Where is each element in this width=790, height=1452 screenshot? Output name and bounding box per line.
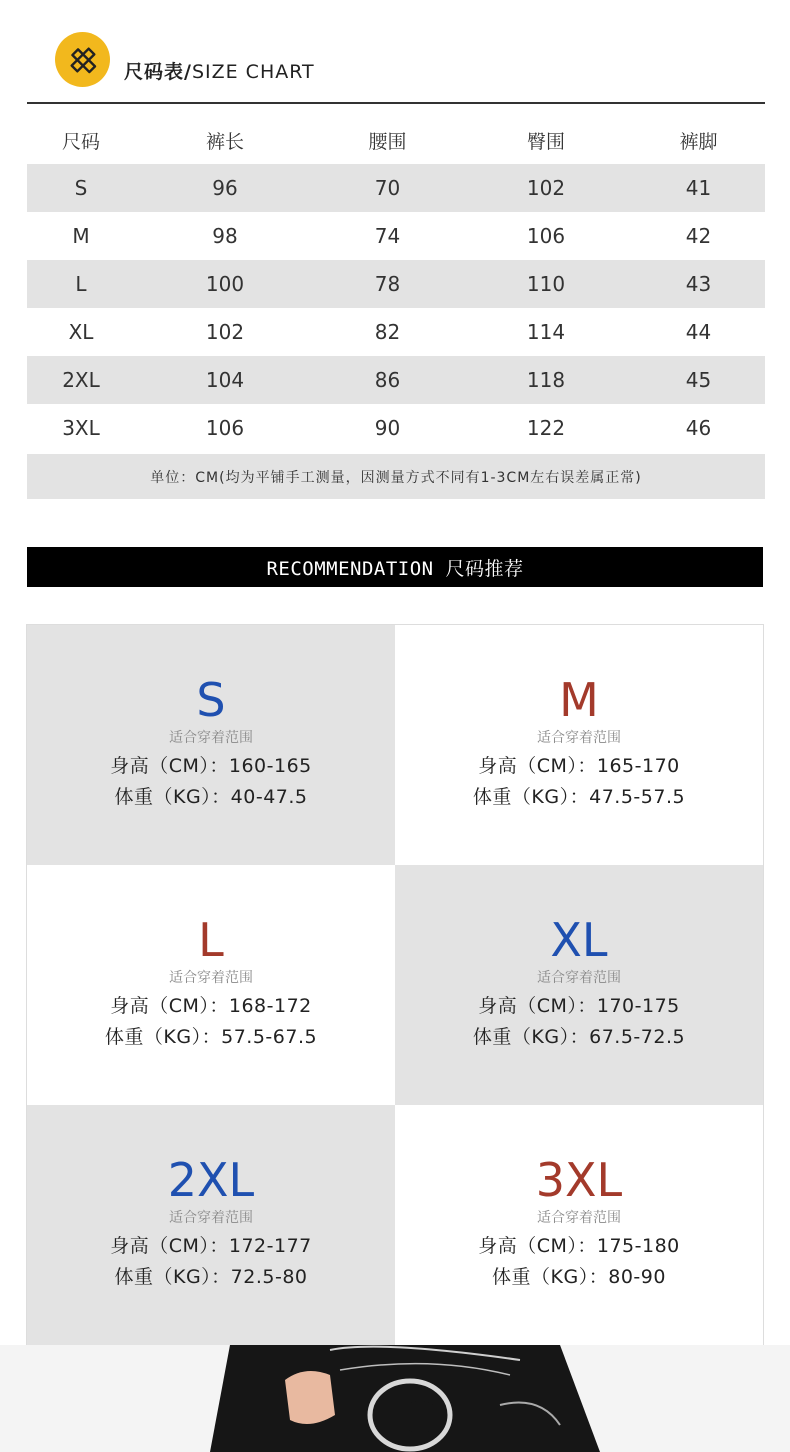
table-cell: 44 <box>685 320 712 344</box>
recommendation-grid <box>27 625 763 1345</box>
table-cell: 41 <box>685 176 712 200</box>
size-label: L <box>198 913 224 967</box>
recommendation-card-3xl <box>395 1105 763 1345</box>
recommendation-card-s <box>27 625 395 865</box>
size-chart-header <box>55 32 315 87</box>
height-range: 身高（CM）：168-172 <box>110 995 312 1017</box>
size-label: M <box>559 673 599 727</box>
table-cell: L <box>75 272 87 296</box>
title-en: SIZE CHART <box>191 61 315 83</box>
weight-range: 体重（KG）：72.5-80 <box>114 1266 308 1288</box>
recommendation-card-l <box>27 865 395 1105</box>
table-cell: 114 <box>526 320 566 344</box>
header-divider <box>27 102 765 104</box>
col-header-size: 尺码 <box>61 130 100 153</box>
fit-range-label: 适合穿着范围 <box>169 1210 253 1226</box>
height-range: 身高（CM）：160-165 <box>110 755 312 777</box>
recommendation-banner: RECOMMENDATION 尺码推荐 <box>27 547 763 587</box>
col-header-hem: 裤脚 <box>679 130 718 153</box>
weight-range: 体重（KG）：47.5-57.5 <box>472 786 686 808</box>
table-cell: 86 <box>374 368 401 392</box>
weight-range: 体重（KG）：67.5-72.5 <box>472 1026 686 1048</box>
table-cell: 122 <box>526 416 566 440</box>
table-cell: 70 <box>374 176 401 200</box>
table-cell: 100 <box>205 272 245 296</box>
table-cell: M <box>72 224 90 248</box>
size-label: 2XL <box>167 1153 255 1207</box>
fit-range-label: 适合穿着范围 <box>169 730 253 746</box>
recommendation-card-m <box>395 625 763 865</box>
height-range: 身高（CM）：175-180 <box>478 1235 680 1257</box>
title-cn: 尺码表/ <box>124 61 192 83</box>
table-cell: 106 <box>526 224 566 248</box>
table-cell: 110 <box>526 272 566 296</box>
col-header-hip: 臀围 <box>526 130 565 153</box>
table-cell: 43 <box>685 272 712 296</box>
height-range: 身高（CM）：170-175 <box>478 995 680 1017</box>
table-cell: 106 <box>205 416 245 440</box>
measurement-note: 单位：CM(均为平铺手工测量，因测量方式不同有1-3CM左右误差属正常) <box>27 454 765 499</box>
table-cell: XL <box>68 320 94 344</box>
table-cell: 46 <box>685 416 712 440</box>
table-row <box>27 260 765 308</box>
height-range: 身高（CM）：165-170 <box>478 755 680 777</box>
table-cell: 82 <box>374 320 401 344</box>
size-label: 3XL <box>535 1153 623 1207</box>
ruler-pencil-icon <box>55 32 110 87</box>
fit-range-label: 适合穿着范围 <box>537 730 621 746</box>
table-row <box>27 356 765 404</box>
size-table <box>27 116 765 452</box>
table-cell: 90 <box>374 416 401 440</box>
fit-range-label: 适合穿着范围 <box>537 970 621 986</box>
table-cell: 74 <box>374 224 401 248</box>
weight-range: 体重（KG）：57.5-67.5 <box>104 1026 318 1048</box>
table-row <box>27 164 765 212</box>
table-cell: 104 <box>205 368 245 392</box>
table-row <box>27 212 765 260</box>
recommendation-card-2xl <box>27 1105 395 1345</box>
size-label: S <box>196 673 226 727</box>
table-cell: 78 <box>374 272 401 296</box>
table-cell: 102 <box>526 176 566 200</box>
size-label: XL <box>550 913 608 967</box>
table-row <box>27 404 765 452</box>
table-cell: S <box>74 176 88 200</box>
page-title <box>124 57 315 84</box>
table-cell: 96 <box>212 176 238 200</box>
table-header-row <box>27 116 765 164</box>
fit-range-label: 适合穿着范围 <box>169 970 253 986</box>
table-cell: 98 <box>212 224 238 248</box>
table-cell: 118 <box>526 368 566 392</box>
table-cell: 2XL <box>62 368 100 392</box>
table-cell: 42 <box>685 224 712 248</box>
table-cell: 102 <box>205 320 245 344</box>
product-photo <box>0 1345 790 1452</box>
recommendation-card-xl <box>395 865 763 1105</box>
fit-range-label: 适合穿着范围 <box>537 1210 621 1226</box>
col-header-waist: 腰围 <box>368 130 407 153</box>
table-cell: 45 <box>685 368 712 392</box>
height-range: 身高（CM）：172-177 <box>110 1235 312 1257</box>
weight-range: 体重（KG）：40-47.5 <box>114 786 308 808</box>
table-cell: 3XL <box>62 416 100 440</box>
col-header-length: 裤长 <box>205 130 244 153</box>
weight-range: 体重（KG）：80-90 <box>492 1266 666 1288</box>
table-row <box>27 308 765 356</box>
